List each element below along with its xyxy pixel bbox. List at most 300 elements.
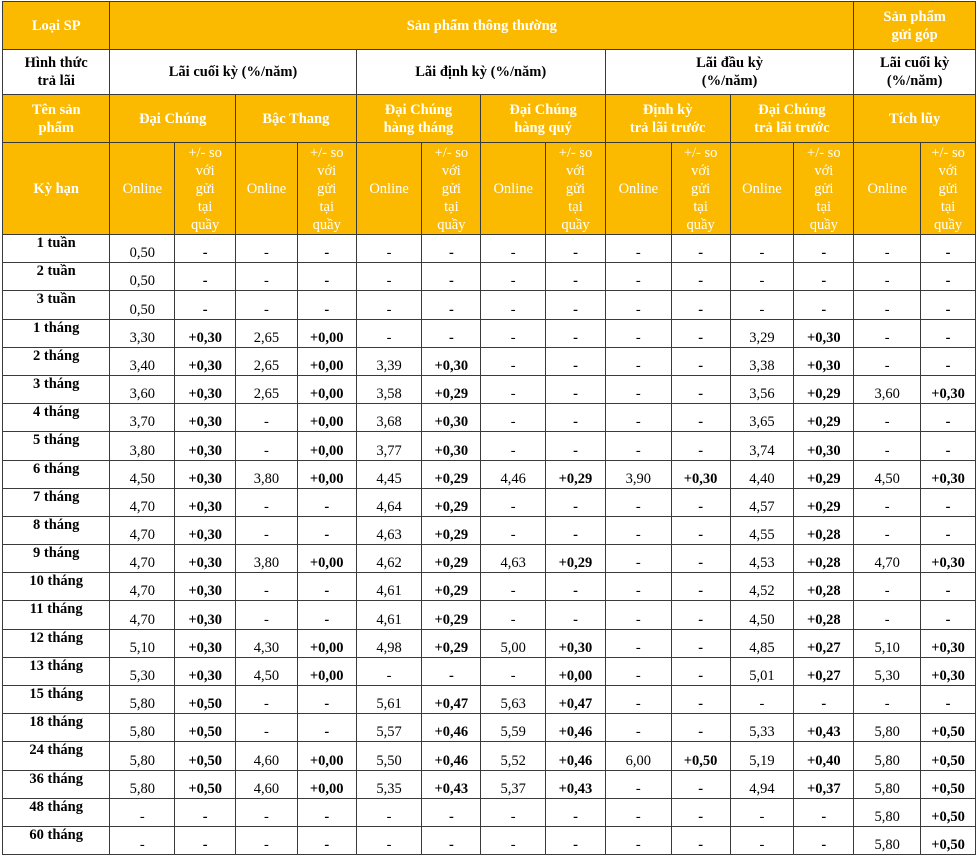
diff-rate-cell: - (546, 488, 606, 516)
online-rate-cell: 4,30 (236, 629, 298, 657)
diff-rate-cell: - (175, 826, 236, 854)
diff-rate-cell: +0,50 (671, 742, 730, 770)
diff-rate-cell: - (175, 235, 236, 263)
online-rate-cell: 5,80 (854, 742, 921, 770)
online-rate-cell: - (481, 263, 546, 291)
diff-rate-cell: +0,29 (794, 488, 854, 516)
term-cell: 11 tháng (3, 601, 110, 629)
diff-rate-cell: - (546, 798, 606, 826)
diff-rate-cell: +0,47 (422, 686, 481, 714)
diff-rate-cell: - (297, 601, 356, 629)
product-dai-chung-hang-quy: Đại Chúng hàng quý (481, 95, 606, 143)
online-rate-cell: 4,70 (110, 601, 175, 629)
online-rate-cell: 5,80 (110, 686, 175, 714)
online-rate-cell: - (605, 798, 671, 826)
online-rate-cell: - (605, 263, 671, 291)
online-rate-cell: 5,30 (854, 657, 921, 685)
diff-rate-cell: +0,30 (175, 404, 236, 432)
diff-rate-cell: +0,29 (794, 404, 854, 432)
diff-rate-cell: +0,30 (921, 657, 976, 685)
online-rate-cell: 3,74 (730, 432, 794, 460)
table-row (3, 432, 976, 460)
online-rate-cell: - (730, 798, 794, 826)
online-rate-cell: 5,30 (110, 657, 175, 685)
online-rate-cell: 4,70 (110, 545, 175, 573)
online-rate-cell: 5,63 (481, 686, 546, 714)
online-rate-cell: - (236, 573, 298, 601)
diff-rate-cell: +0,30 (175, 545, 236, 573)
term-label: Kỳ hạn (3, 143, 110, 235)
online-col-header: Online (236, 143, 298, 235)
diff-rate-cell: +0,29 (422, 488, 481, 516)
online-rate-cell: 3,80 (236, 460, 298, 488)
diff-rate-cell: - (671, 657, 730, 685)
online-rate-cell: 5,80 (854, 714, 921, 742)
diff-rate-cell: +0,30 (794, 432, 854, 460)
online-rate-cell: - (854, 516, 921, 544)
diff-rate-cell: +0,30 (175, 657, 236, 685)
table-row (3, 629, 976, 657)
online-rate-cell: 5,01 (730, 657, 794, 685)
online-rate-cell: 4,62 (356, 545, 422, 573)
end-of-term-interest-header: Lãi cuối kỳ (%/năm) (110, 50, 356, 95)
diff-rate-cell: - (671, 516, 730, 544)
online-rate-cell: - (481, 657, 546, 685)
diff-rate-cell: +0,30 (794, 319, 854, 347)
term-cell: 18 tháng (3, 714, 110, 742)
diff-rate-cell: - (671, 686, 730, 714)
online-rate-cell: 5,80 (854, 770, 921, 798)
online-rate-cell: - (854, 347, 921, 375)
rate-rows (3, 235, 976, 855)
online-rate-cell: - (605, 714, 671, 742)
diff-rate-cell: +0,30 (546, 629, 606, 657)
online-rate-cell: - (356, 235, 422, 263)
table-row (3, 686, 976, 714)
diff-rate-cell: - (175, 798, 236, 826)
online-rate-cell: - (481, 488, 546, 516)
online-rate-cell: 5,80 (854, 798, 921, 826)
diff-rate-cell: +0,00 (546, 657, 606, 685)
online-rate-cell: 0,50 (110, 235, 175, 263)
diff-rate-cell: +0,00 (297, 742, 356, 770)
online-rate-cell: 0,50 (110, 263, 175, 291)
diff-rate-cell: +0,00 (297, 319, 356, 347)
diff-rate-cell: +0,29 (546, 460, 606, 488)
online-rate-cell: - (854, 573, 921, 601)
term-cell: 4 tháng (3, 404, 110, 432)
online-rate-cell: - (110, 798, 175, 826)
online-rate-cell: - (605, 319, 671, 347)
diff-rate-cell: - (671, 375, 730, 403)
diff-rate-cell: +0,28 (794, 601, 854, 629)
online-rate-cell: 5,00 (481, 629, 546, 657)
online-rate-cell: - (236, 291, 298, 319)
online-rate-cell: 4,60 (236, 770, 298, 798)
online-rate-cell: 3,38 (730, 347, 794, 375)
term-cell: 15 tháng (3, 686, 110, 714)
diff-rate-cell: - (921, 516, 976, 544)
term-cell: 36 tháng (3, 770, 110, 798)
online-rate-cell: - (730, 291, 794, 319)
diff-rate-cell: +0,29 (422, 375, 481, 403)
online-rate-cell: - (605, 657, 671, 685)
diff-rate-cell: +0,00 (297, 347, 356, 375)
diff-rate-cell: +0,50 (921, 770, 976, 798)
diff-rate-cell: - (921, 686, 976, 714)
table-row (3, 347, 976, 375)
table-row (3, 742, 976, 770)
online-rate-cell: 4,60 (236, 742, 298, 770)
diff-rate-cell: - (671, 404, 730, 432)
online-rate-cell: 4,53 (730, 545, 794, 573)
diff-rate-cell: - (921, 319, 976, 347)
online-rate-cell: 5,19 (730, 742, 794, 770)
diff-rate-cell: +0,00 (297, 404, 356, 432)
diff-rate-cell: +0,29 (422, 601, 481, 629)
table-row (3, 826, 976, 854)
diff-rate-cell: - (671, 291, 730, 319)
table-row (3, 573, 976, 601)
online-rate-cell: 3,90 (605, 460, 671, 488)
diff-rate-cell: - (422, 319, 481, 347)
term-cell: 9 tháng (3, 545, 110, 573)
online-rate-cell: - (236, 263, 298, 291)
diff-rate-cell: - (297, 798, 356, 826)
table-row (3, 460, 976, 488)
term-cell: 10 tháng (3, 573, 110, 601)
diff-rate-cell: +0,29 (422, 460, 481, 488)
online-rate-cell: 4,63 (356, 516, 422, 544)
online-rate-cell: - (605, 291, 671, 319)
online-rate-cell: - (605, 375, 671, 403)
table-row (3, 714, 976, 742)
diff-rate-cell: +0,46 (422, 714, 481, 742)
diff-rate-cell: - (422, 798, 481, 826)
table-row (3, 263, 976, 291)
online-rate-cell: - (481, 347, 546, 375)
diff-rate-cell: +0,30 (175, 516, 236, 544)
term-cell: 6 tháng (3, 460, 110, 488)
term-cell: 12 tháng (3, 629, 110, 657)
diff-rate-cell: +0,50 (921, 714, 976, 742)
diff-rate-cell: +0,30 (175, 488, 236, 516)
diff-rate-cell: +0,29 (794, 375, 854, 403)
periodic-interest-header: Lãi định kỳ (%/năm) (356, 50, 605, 95)
online-rate-cell: 4,70 (110, 516, 175, 544)
diff-rate-cell: +0,28 (794, 573, 854, 601)
term-cell: 24 tháng (3, 742, 110, 770)
diff-rate-cell: - (921, 601, 976, 629)
online-rate-cell: - (854, 291, 921, 319)
online-rate-cell: - (854, 319, 921, 347)
diff-rate-cell: - (671, 826, 730, 854)
diff-rate-cell: +0,29 (422, 629, 481, 657)
online-rate-cell: - (730, 686, 794, 714)
online-rate-cell: 4,70 (854, 545, 921, 573)
online-rate-cell: - (605, 770, 671, 798)
online-rate-cell: 4,94 (730, 770, 794, 798)
diff-rate-cell: +0,30 (175, 347, 236, 375)
diff-rate-cell: - (794, 291, 854, 319)
diff-rate-cell: +0,30 (921, 460, 976, 488)
online-rate-cell: - (356, 826, 422, 854)
term-cell: 48 tháng (3, 798, 110, 826)
online-rate-cell: - (605, 601, 671, 629)
diff-rate-cell: - (794, 826, 854, 854)
savings-products-header: Sản phẩm gửi góp (854, 2, 976, 50)
online-rate-cell: 4,50 (730, 601, 794, 629)
term-cell: 13 tháng (3, 657, 110, 685)
online-rate-cell: - (356, 263, 422, 291)
online-rate-cell: - (605, 686, 671, 714)
online-rate-cell: 3,60 (854, 375, 921, 403)
online-rate-cell: 2,65 (236, 319, 298, 347)
diff-rate-cell: +0,46 (546, 742, 606, 770)
savings-end-of-term-header: Lãi cuối kỳ (%/năm) (854, 50, 976, 95)
online-rate-cell: - (605, 516, 671, 544)
diff-rate-cell: +0,30 (175, 375, 236, 403)
diff-rate-cell: +0,28 (794, 545, 854, 573)
product-dinh-ky-tra-lai-truoc: Định kỳ trả lãi trước (605, 95, 730, 143)
diff-rate-cell: - (921, 235, 976, 263)
online-rate-cell: - (854, 432, 921, 460)
diff-rate-cell: +0,30 (175, 432, 236, 460)
online-rate-cell: 4,64 (356, 488, 422, 516)
online-rate-cell: 3,58 (356, 375, 422, 403)
diff-rate-cell: +0,30 (921, 629, 976, 657)
diff-rate-cell: +0,27 (794, 629, 854, 657)
online-rate-cell: 4,70 (110, 573, 175, 601)
diff-rate-cell: - (671, 798, 730, 826)
diff-rate-cell: - (671, 714, 730, 742)
diff-rate-cell: - (546, 573, 606, 601)
diff-rate-cell: +0,29 (794, 460, 854, 488)
diff-vs-counter-col-header: +/- so với gửi tại quầy (671, 143, 730, 235)
online-rate-cell: 4,52 (730, 573, 794, 601)
term-cell: 2 tuần (3, 263, 110, 291)
online-col-header: Online (356, 143, 422, 235)
diff-rate-cell: +0,27 (794, 657, 854, 685)
diff-rate-cell: - (297, 573, 356, 601)
diff-rate-cell: +0,30 (422, 347, 481, 375)
online-rate-cell: 4,50 (236, 657, 298, 685)
online-rate-cell: - (730, 826, 794, 854)
diff-rate-cell: - (921, 404, 976, 432)
online-rate-cell: - (236, 404, 298, 432)
online-rate-cell: 4,63 (481, 545, 546, 573)
online-rate-cell: 4,85 (730, 629, 794, 657)
diff-rate-cell: +0,50 (921, 826, 976, 854)
diff-rate-cell: +0,50 (175, 714, 236, 742)
table-row (3, 375, 976, 403)
online-rate-cell: 3,70 (110, 404, 175, 432)
table-row (3, 545, 976, 573)
online-rate-cell: - (854, 235, 921, 263)
online-rate-cell: - (236, 601, 298, 629)
online-rate-cell: 3,80 (236, 545, 298, 573)
diff-rate-cell: +0,00 (297, 657, 356, 685)
online-rate-cell: 5,57 (356, 714, 422, 742)
product-tich-luy: Tích lũy (854, 95, 976, 143)
online-col-header: Online (605, 143, 671, 235)
table-row (3, 516, 976, 544)
table-row (3, 601, 976, 629)
term-cell: 1 tháng (3, 319, 110, 347)
diff-rate-cell: - (297, 235, 356, 263)
diff-rate-cell: +0,50 (921, 798, 976, 826)
diff-rate-cell: +0,30 (921, 375, 976, 403)
diff-rate-cell: - (921, 263, 976, 291)
online-rate-cell: - (236, 714, 298, 742)
online-rate-cell: - (236, 826, 298, 854)
term-cell: 7 tháng (3, 488, 110, 516)
table-row (3, 798, 976, 826)
product-dai-chung-tra-lai-truoc: Đại Chúng trả lãi trước (730, 95, 854, 143)
online-rate-cell: - (236, 686, 298, 714)
online-col-header: Online (481, 143, 546, 235)
diff-rate-cell: - (546, 375, 606, 403)
diff-rate-cell: - (297, 714, 356, 742)
diff-rate-cell: - (921, 488, 976, 516)
product-dai-chung-hang-thang: Đại Chúng hàng tháng (356, 95, 481, 143)
online-rate-cell: 4,46 (481, 460, 546, 488)
diff-rate-cell: - (422, 291, 481, 319)
term-cell: 3 tuần (3, 291, 110, 319)
product-dai-chung: Đại Chúng (110, 95, 236, 143)
online-rate-cell: 2,65 (236, 375, 298, 403)
diff-rate-cell: - (546, 601, 606, 629)
diff-rate-cell: +0,00 (297, 460, 356, 488)
online-rate-cell: - (236, 235, 298, 263)
online-rate-cell: - (110, 826, 175, 854)
product-type-label: Loại SP (3, 2, 110, 50)
online-rate-cell: 3,40 (110, 347, 175, 375)
online-rate-cell: 3,65 (730, 404, 794, 432)
diff-rate-cell: +0,50 (175, 686, 236, 714)
diff-vs-counter-col-header: +/- so với gửi tại quầy (422, 143, 481, 235)
online-rate-cell: 5,50 (356, 742, 422, 770)
table-row (3, 235, 976, 263)
diff-rate-cell: +0,00 (297, 545, 356, 573)
diff-rate-cell: +0,00 (297, 432, 356, 460)
online-rate-cell: 5,37 (481, 770, 546, 798)
online-rate-cell: 4,70 (110, 488, 175, 516)
diff-rate-cell: +0,30 (175, 319, 236, 347)
online-rate-cell: - (854, 263, 921, 291)
diff-rate-cell: +0,28 (794, 516, 854, 544)
online-rate-cell: 4,40 (730, 460, 794, 488)
diff-rate-cell: - (921, 573, 976, 601)
online-rate-cell: 5,80 (110, 770, 175, 798)
term-cell: 2 tháng (3, 347, 110, 375)
diff-rate-cell: +0,47 (546, 686, 606, 714)
diff-rate-cell: - (297, 516, 356, 544)
online-rate-cell: 4,61 (356, 601, 422, 629)
online-col-header: Online (854, 143, 921, 235)
online-rate-cell: 3,60 (110, 375, 175, 403)
regular-products-header: Sản phẩm thông thường (110, 2, 854, 50)
online-rate-cell: 4,55 (730, 516, 794, 544)
online-rate-cell: 2,65 (236, 347, 298, 375)
online-rate-cell: - (236, 798, 298, 826)
diff-rate-cell: +0,50 (175, 770, 236, 798)
online-rate-cell: - (356, 798, 422, 826)
diff-rate-cell: - (671, 263, 730, 291)
online-rate-cell: 0,50 (110, 291, 175, 319)
online-rate-cell: - (481, 516, 546, 544)
diff-rate-cell: - (422, 826, 481, 854)
diff-rate-cell: - (671, 235, 730, 263)
diff-rate-cell: +0,50 (921, 742, 976, 770)
term-cell: 8 tháng (3, 516, 110, 544)
online-rate-cell: 5,80 (110, 714, 175, 742)
online-rate-cell: - (730, 263, 794, 291)
diff-rate-cell: - (794, 235, 854, 263)
diff-rate-cell: - (546, 826, 606, 854)
diff-rate-cell: +0,30 (671, 460, 730, 488)
online-rate-cell: 5,52 (481, 742, 546, 770)
online-rate-cell: - (605, 432, 671, 460)
online-rate-cell: - (605, 235, 671, 263)
term-cell: 60 tháng (3, 826, 110, 854)
diff-rate-cell: - (671, 545, 730, 573)
online-rate-cell: 5,80 (110, 742, 175, 770)
online-rate-cell: - (481, 798, 546, 826)
diff-rate-cell: - (546, 347, 606, 375)
table-row (3, 770, 976, 798)
online-rate-cell: 5,80 (854, 826, 921, 854)
online-rate-cell: - (236, 516, 298, 544)
diff-rate-cell: +0,00 (297, 375, 356, 403)
upfront-interest-header: Lãi đầu kỳ (%/năm) (605, 50, 853, 95)
online-rate-cell: - (236, 432, 298, 460)
online-rate-cell: 3,39 (356, 347, 422, 375)
online-rate-cell: 4,50 (854, 460, 921, 488)
diff-rate-cell: +0,30 (921, 545, 976, 573)
diff-rate-cell: - (671, 770, 730, 798)
online-rate-cell: - (854, 686, 921, 714)
diff-rate-cell: +0,40 (794, 742, 854, 770)
table-header (3, 2, 976, 235)
diff-rate-cell: - (921, 432, 976, 460)
online-rate-cell: - (356, 319, 422, 347)
online-rate-cell: - (481, 375, 546, 403)
online-rate-cell: 3,80 (110, 432, 175, 460)
online-rate-cell: - (356, 291, 422, 319)
diff-rate-cell: +0,30 (175, 601, 236, 629)
diff-rate-cell: +0,30 (422, 432, 481, 460)
table-row (3, 404, 976, 432)
online-rate-cell: - (481, 319, 546, 347)
payment-method-label: Hình thức trả lãi (3, 50, 110, 95)
online-rate-cell: 5,10 (110, 629, 175, 657)
online-rate-cell: - (481, 291, 546, 319)
diff-rate-cell: +0,30 (175, 629, 236, 657)
diff-rate-cell: +0,29 (422, 545, 481, 573)
diff-rate-cell: - (422, 263, 481, 291)
diff-rate-cell: - (671, 319, 730, 347)
diff-rate-cell: - (175, 263, 236, 291)
online-rate-cell: 3,77 (356, 432, 422, 460)
diff-rate-cell: +0,43 (546, 770, 606, 798)
diff-rate-cell: - (297, 291, 356, 319)
online-rate-cell: 3,68 (356, 404, 422, 432)
online-rate-cell: 3,29 (730, 319, 794, 347)
diff-rate-cell: - (297, 686, 356, 714)
product-bac-thang: Bậc Thang (236, 95, 357, 143)
online-rate-cell: - (605, 347, 671, 375)
